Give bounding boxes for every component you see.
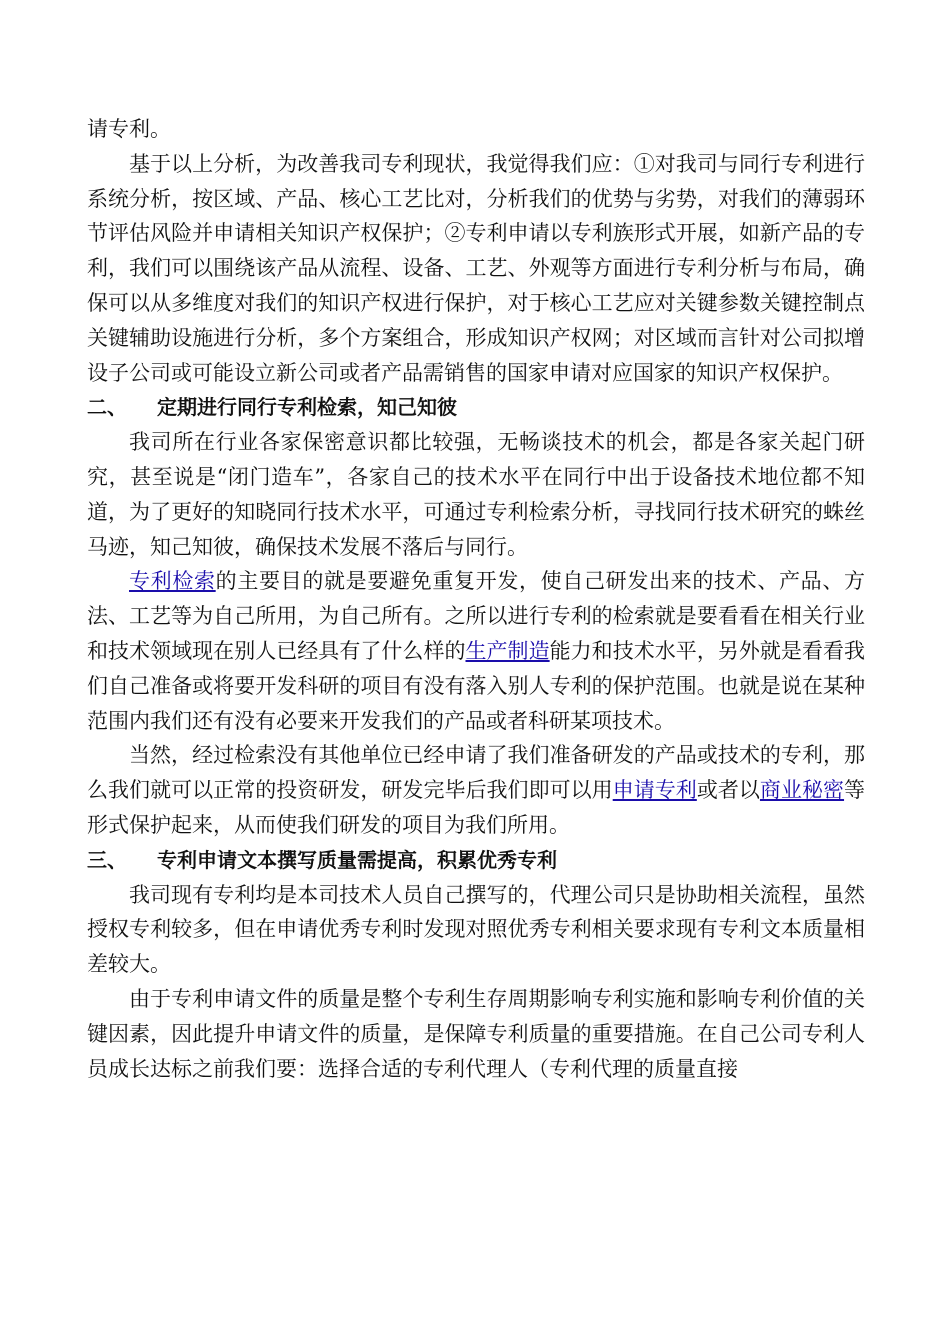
paragraph-text: 等形式保护起来，从而使我们研发的项目为我们所用。 bbox=[87, 778, 866, 837]
paragraph-investment bbox=[87, 738, 865, 842]
paragraph-text: 或者以 bbox=[696, 778, 760, 803]
paragraph-text: 当然，经过检索没有其他单位已经申请了我们准备研发的产品或技术的专利，那么我们就可以正常的投资研发，研发完毕后我们即可以用 bbox=[87, 743, 865, 803]
section-title: 专利申请文本撰写质量需提高，积累优秀专利 bbox=[157, 847, 557, 872]
paragraph-industry-secrecy: 我司所在行业各家保密意识都比较强，无畅谈技术的机会，都是各家关起门研究，甚至说是“闭门造车”，各家自己的技术水平在同行中出于设备技术地位都不知道，为了更好的知晓同行技术水平，可通过专利检索分析，寻找同行技术研究的蛛丝马迹，知己知彼，确保技术发展不落后与同行。 bbox=[87, 430, 865, 559]
link-trade-secret[interactable]: 商业秘密 bbox=[759, 778, 845, 803]
section-number: 三、 bbox=[87, 847, 127, 872]
section-heading-2 bbox=[87, 390, 865, 425]
paragraph-continuation: 请专利。 bbox=[87, 117, 171, 141]
paragraph-patent-search bbox=[87, 564, 865, 738]
section-number: 二、 bbox=[87, 395, 127, 420]
section-heading-3 bbox=[87, 843, 865, 878]
paragraph-current-patents: 我司现有专利均是本司技术人员自己撰写的，代理公司只是协助相关流程，虽然授权专利较多，但在申请优秀专利时发现对照优秀专利相关要求现有专利文本质量相差较大。 bbox=[87, 882, 865, 977]
paragraph-text: 的主要目的就是要避免重复开发，使自己研发出来的技术、产品、方法、工艺等为自己所用，为自己所有。之所以进行专利的检索就是要看看在相关行业和技术领域现在别人已经具有了什么样的 bbox=[87, 569, 866, 663]
paragraph-quality: 由于专利申请文件的质量是整个专利生存周期影响专利实施和影响专利价值的关键因素，因此提升申请文件的质量，是保障专利质量的重要措施。在自己公司专利人员成长达标之前我们要：选择合适的专利代理人（专利代理的质量直接 bbox=[87, 986, 865, 1081]
paragraph-text: 能力和技术水平，另外就是看看我们自己准备或将要开发科研的项目有没有落入别人专利的保护范围。也就是说在某种范围内我们还有没有必要来开发我们的产品或者科研某项技术。 bbox=[87, 638, 866, 733]
paragraph-analysis: 基于以上分析，为改善我司专利现状，我觉得我们应：①对我司与同行专利进行系统分析，按区域、产品、核心工艺比对，分析我们的优势与劣势，对我们的薄弱环节评估风险并申请相关知识产权保护；②专利申请以专利族形式开展，如新产品的专利，我们可以围绕该产品从流程、设备、工艺、外观等方面进行专利分析与布局，确保可以从多维度对我们的知识产权进行保护，对于核心工艺应对关键参数关键控制点关键辅助设施进行分析，多个方案组合，形成知识产权网；对区域而言针对公司拟增设子公司或可能设立新公司或者产品需销售的国家申请对应国家的知识产权保护。 bbox=[87, 151, 865, 385]
link-apply-patent[interactable]: 申请专利 bbox=[612, 778, 697, 803]
section-title: 定期进行同行专利检索，知己知彼 bbox=[157, 395, 457, 420]
link-manufacturing[interactable]: 生产制造 bbox=[465, 638, 550, 663]
document-body bbox=[87, 112, 865, 1086]
link-patent-search[interactable]: 专利检索 bbox=[129, 569, 216, 594]
